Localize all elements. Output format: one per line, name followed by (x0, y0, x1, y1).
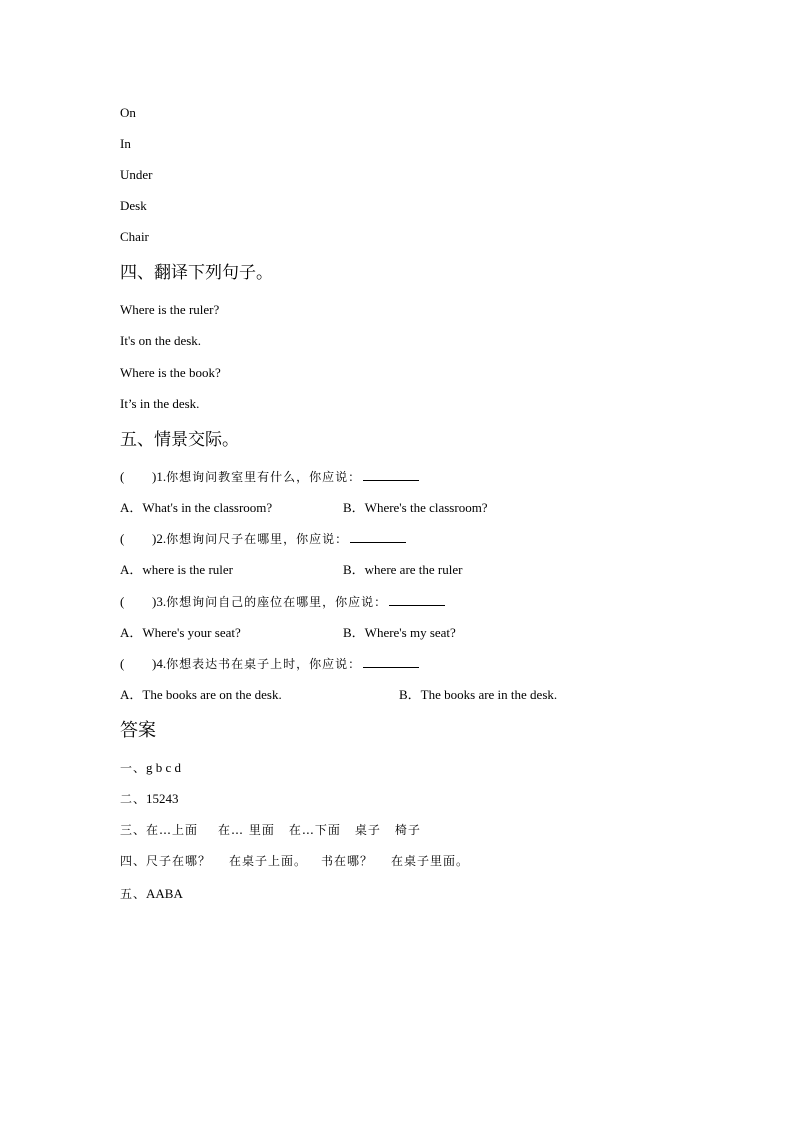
sentence-2: It's on the desk. (120, 333, 202, 348)
answer-three (120, 822, 421, 838)
q4-text: 你想表达书在桌子上时，你应说： (166, 657, 362, 671)
answer-one-value: g b c d (146, 760, 182, 775)
answer-four-item-1: 四、尺子在哪？ (120, 854, 212, 868)
question-3 (120, 594, 445, 610)
q4-open-paren: ( (120, 656, 125, 671)
q3-text: 你想询问自己的座位在哪里，你应说： (166, 595, 388, 609)
answer-four-item-2: 在桌子上面。 (229, 854, 308, 868)
answer-two (120, 791, 179, 807)
q4-option-a: A．The books are on the desk. (120, 687, 282, 702)
answer-two-prefix: 二、 (120, 792, 147, 806)
q2-option-b: B．where are the ruler (343, 562, 463, 577)
answer-five-value: AABA (146, 886, 183, 901)
q4-number: 4. (156, 656, 167, 671)
word-chair: Chair (120, 229, 149, 244)
q1-option-b: B．Where's the classroom? (343, 500, 488, 515)
word-desk: Desk (120, 198, 147, 213)
section5-title: 五、情景交际。 (120, 430, 239, 450)
sentence-3: Where is the book? (120, 365, 221, 380)
q3-close-paren: ) (152, 594, 157, 609)
answer-four (120, 853, 469, 869)
answer-one-prefix: 一、 (120, 761, 147, 775)
q1-close-paren: ) (152, 469, 157, 484)
section4-title: 四、翻译下列句子。 (120, 263, 273, 283)
q1-answer-blank (363, 469, 419, 481)
q4-close-paren: ) (152, 656, 157, 671)
q4-option-b: B．The books are in the desk. (399, 687, 558, 702)
answer-four-item-3: 书在哪？ (321, 854, 374, 868)
sentence-4: It’s in the desk. (120, 396, 200, 411)
q3-option-b: B．Where's my seat? (343, 625, 456, 640)
word-on: On (120, 105, 136, 120)
answer-five (120, 886, 183, 902)
question-1 (120, 469, 419, 485)
q3-open-paren: ( (120, 594, 125, 609)
answer-three-item-4: 桌子 (354, 823, 381, 837)
answer-five-prefix: 五、 (120, 887, 147, 901)
q2-open-paren: ( (120, 531, 125, 546)
answer-three-item-2: 在… 里面 (218, 823, 275, 837)
answer-two-value: 15243 (146, 791, 179, 806)
word-under: Under (120, 167, 153, 182)
q1-number: 1. (156, 469, 167, 484)
q2-text: 你想询问尺子在哪里，你应说： (166, 532, 349, 546)
q1-text: 你想询问教室里有什么，你应说： (166, 470, 362, 484)
answers-title: 答案 (120, 720, 156, 741)
q3-number: 3. (156, 594, 167, 609)
q4-answer-blank (363, 656, 419, 668)
answer-one (120, 760, 181, 776)
answer-three-item-1: 三、在…上面 (120, 823, 199, 837)
answer-three-item-3: 在…下面 (288, 823, 341, 837)
q2-close-paren: ) (152, 531, 157, 546)
q1-option-a: A．What's in the classroom? (120, 500, 273, 515)
q2-option-a: A．where is the ruler (120, 562, 233, 577)
q3-option-a: A．Where's your seat? (120, 625, 241, 640)
sentence-1: Where is the ruler? (120, 302, 220, 317)
q2-number: 2. (156, 531, 167, 546)
question-2 (120, 531, 406, 547)
word-in: In (120, 136, 131, 151)
q1-open-paren: ( (120, 469, 125, 484)
q2-answer-blank (350, 531, 406, 543)
answer-four-item-4: 在桌子里面。 (391, 854, 470, 868)
q3-answer-blank (389, 594, 445, 606)
question-4 (120, 656, 419, 672)
answer-three-item-5: 椅子 (394, 823, 421, 837)
